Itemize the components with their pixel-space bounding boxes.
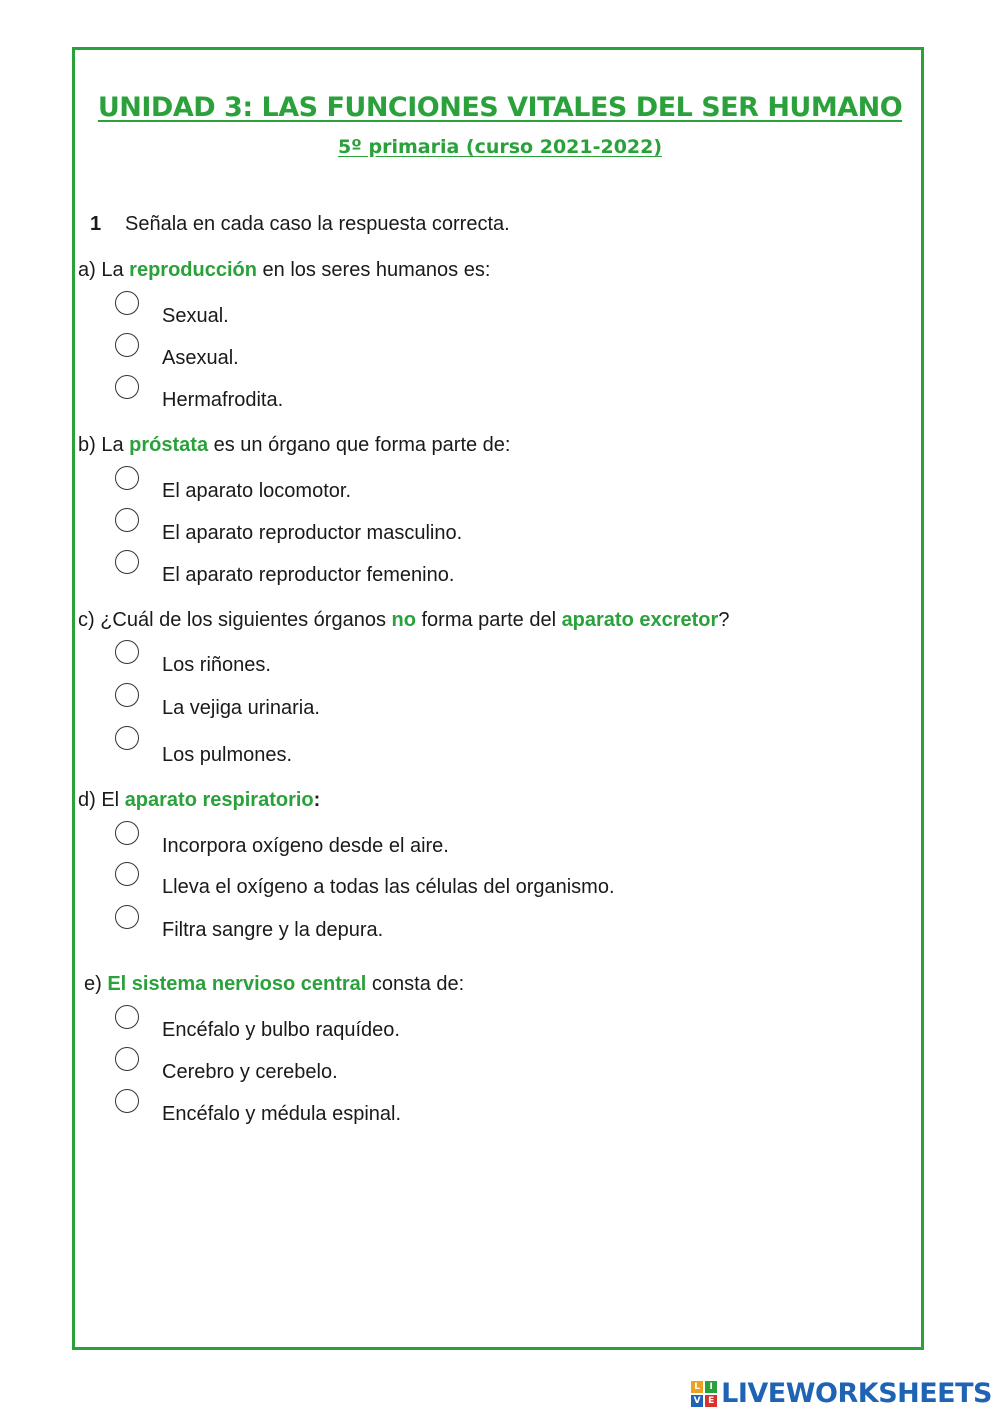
- option-label: Encéfalo y bulbo raquídeo.: [162, 1019, 400, 1041]
- option-label: Sexual.: [162, 305, 229, 327]
- question-b: [78, 434, 510, 457]
- question-e: [84, 973, 464, 996]
- radio-circle-icon[interactable]: [115, 640, 139, 664]
- radio-circle-icon[interactable]: [115, 508, 139, 532]
- radio-circle-icon[interactable]: [115, 375, 139, 399]
- option-label: Filtra sangre y la depura.: [162, 919, 384, 941]
- option-label: El aparato locomotor.: [162, 480, 351, 502]
- question-prefix: e): [84, 973, 108, 995]
- question-keyword: no: [391, 609, 416, 631]
- question-c: [78, 609, 729, 632]
- question-prefix: b) La: [78, 434, 130, 456]
- question-d: [78, 789, 320, 812]
- liveworksheets-logo: [691, 1378, 992, 1409]
- radio-circle-icon[interactable]: [115, 291, 139, 315]
- page-title: UNIDAD 3: LAS FUNCIONES VITALES DEL SER HUMANO: [97, 92, 903, 123]
- option-label: Lleva el oxígeno a todas las células del organismo.: [162, 876, 615, 898]
- question-suffix: :: [313, 789, 321, 811]
- question-keyword: El sistema nervioso central: [107, 973, 367, 995]
- question-suffix: en los seres humanos es:: [256, 259, 491, 281]
- option-label: Cerebro y cerebelo.: [162, 1061, 338, 1083]
- logo-text: LIVEWORKSHEETS: [721, 1378, 992, 1409]
- question-keyword: reproducción: [129, 259, 257, 281]
- option-label: La vejiga urinaria.: [162, 697, 320, 719]
- question-suffix: ?: [718, 609, 730, 631]
- radio-circle-icon[interactable]: [115, 1089, 139, 1113]
- option-label: Los pulmones.: [162, 744, 293, 766]
- page-subtitle: 5º primaria (curso 2021-2022): [337, 136, 663, 158]
- option-label: Hermafrodita.: [162, 389, 284, 411]
- radio-circle-icon[interactable]: [115, 905, 139, 929]
- question-keyword: aparato respiratorio: [124, 789, 314, 811]
- question-keyword: próstata: [129, 434, 209, 456]
- question-prefix: a) La: [78, 259, 130, 281]
- option-label: El aparato reproductor masculino.: [162, 522, 463, 544]
- radio-circle-icon[interactable]: [115, 333, 139, 357]
- logo-grid-icon: [691, 1381, 717, 1407]
- option-label: El aparato reproductor femenino.: [162, 564, 455, 586]
- instruction: [90, 213, 510, 236]
- question-prefix: c) ¿Cuál de los siguientes órganos: [78, 609, 392, 631]
- option-label: Encéfalo y médula espinal.: [162, 1103, 402, 1125]
- radio-circle-icon[interactable]: [115, 1047, 139, 1071]
- logo-letter: V: [691, 1395, 703, 1407]
- question-prefix: d) El: [78, 789, 125, 811]
- question-middle: forma parte del: [415, 609, 562, 631]
- question-suffix: consta de:: [366, 973, 465, 995]
- instruction-text: Señala en cada caso la respuesta correcta.: [125, 213, 510, 235]
- radio-circle-icon[interactable]: [115, 466, 139, 490]
- radio-circle-icon[interactable]: [115, 683, 139, 707]
- logo-letter: E: [705, 1395, 717, 1407]
- radio-circle-icon[interactable]: [115, 726, 139, 750]
- option-label: Incorpora oxígeno desde el aire.: [162, 835, 449, 857]
- radio-circle-icon[interactable]: [115, 821, 139, 845]
- radio-circle-icon[interactable]: [115, 862, 139, 886]
- radio-circle-icon[interactable]: [115, 1005, 139, 1029]
- exercise-number: 1: [90, 213, 102, 235]
- option-label: Asexual.: [162, 347, 239, 369]
- logo-letter: L: [691, 1381, 703, 1393]
- radio-circle-icon[interactable]: [115, 550, 139, 574]
- question-suffix: es un órgano que forma parte de:: [208, 434, 511, 456]
- option-label: Los riñones.: [162, 654, 271, 676]
- question-keyword-2: aparato excretor: [561, 609, 719, 631]
- question-a: [78, 259, 490, 282]
- logo-letter: I: [705, 1381, 717, 1393]
